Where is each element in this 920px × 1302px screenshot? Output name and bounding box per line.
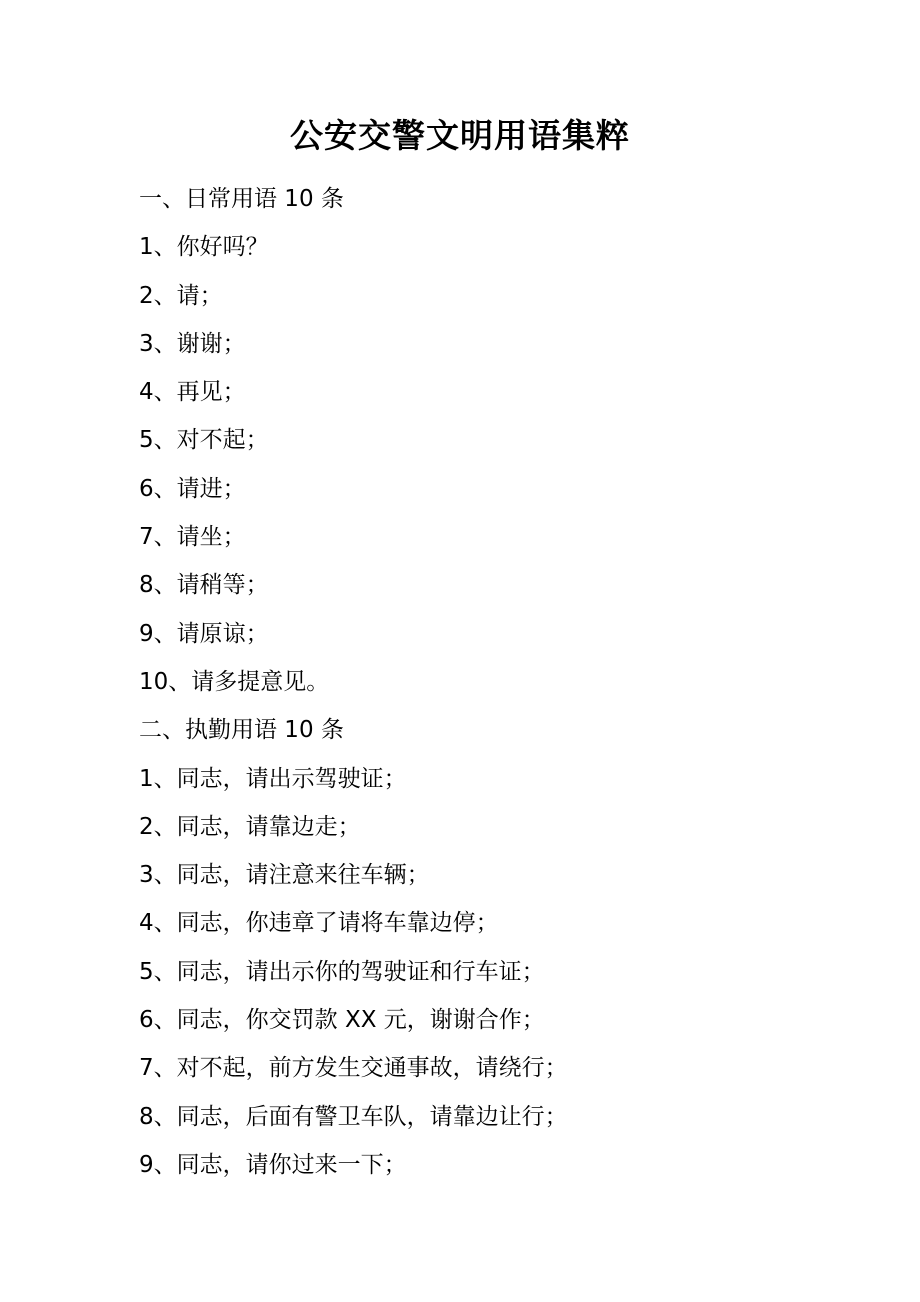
list-item: 4、再见； [139,379,246,406]
list-item: 9、同志，请你过来一下； [139,1151,407,1178]
list-item: 2、同志，请靠边走； [139,813,361,840]
section-heading-daily: 一、日常用语 10 条 [139,186,344,212]
list-item: 1、你好吗？ [139,234,269,261]
list-item: 4、同志，你违章了请将车靠边停； [139,910,499,937]
list-item: 8、同志，后面有警卫车队，请靠边让行； [139,1103,568,1130]
list-item: 3、同志，请注意来往车辆； [139,862,430,889]
list-item: 6、请进； [139,475,246,502]
list-item: 2、请； [139,282,223,309]
list-item: 3、谢谢； [139,330,246,357]
list-item: 7、对不起，前方发生交通事故，请绕行； [139,1055,568,1082]
list-item: 1、同志，请出示驾驶证； [139,765,407,792]
list-item: 9、请原谅； [139,620,269,647]
document-body [139,182,879,1196]
section-heading-duty: 二、执勤用语 10 条 [139,717,344,744]
list-item: 5、对不起； [139,427,269,454]
list-item: 10、请多提意见。 [139,668,330,695]
list-item: 5、同志，请出示你的驾驶证和行车证； [139,958,545,985]
list-item: 7、请坐； [139,524,246,551]
list-item: 8、请稍等； [139,572,269,599]
document-title: 公安交警文明用语集粹 [290,116,630,155]
list-item: 6、同志，你交罚款 XX 元，谢谢合作； [139,1007,545,1034]
